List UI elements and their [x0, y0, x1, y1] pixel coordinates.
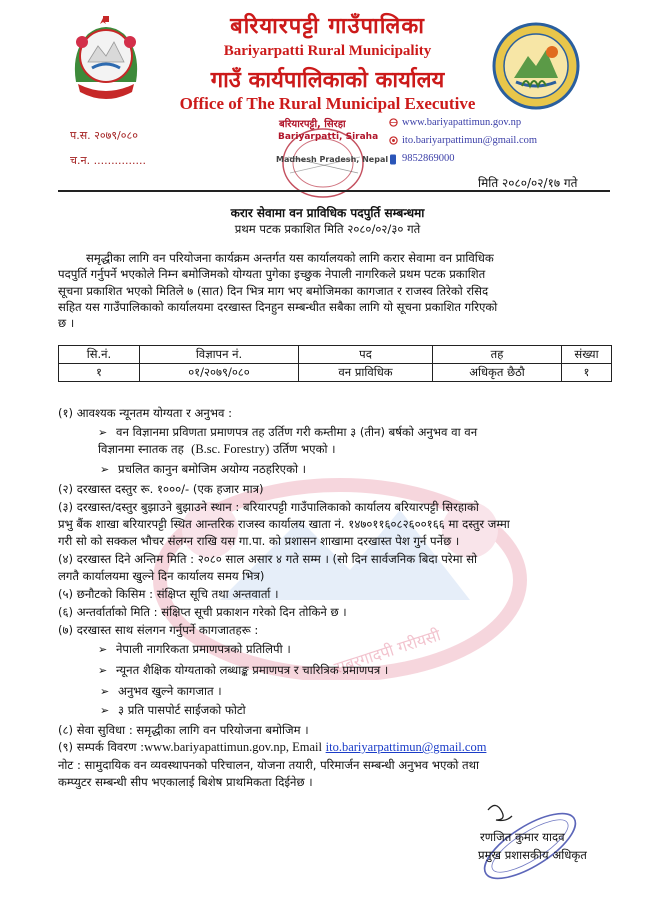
table-row — [59, 364, 612, 382]
item-1-bullet-1: ➢ वन विज्ञानमा प्रविणता प्रमाणपत्र तह उर्तिण गरी कम्तीमा ३ (तीन) बर्षको अनुभव वा वन — [98, 425, 478, 439]
item-8: (८) सेवा सुविधा : समृद्धीका लागि वन परियोजना बमोजिम । — [58, 723, 309, 737]
col-header-ad-number: विज्ञापन नं. — [140, 346, 299, 364]
item-9: (९) सम्पर्क विवरण :www.bariyapattimun.gov.np, Email ito.bariyarpattimun@gmail.com — [58, 740, 487, 754]
email-icon — [389, 136, 397, 146]
cell-post: वन प्राविधिक — [299, 364, 433, 382]
stamp-text-nepali: बरियारपट्टी, सिरहा — [279, 119, 346, 130]
item-3-line: (३) दरखास्त/दस्तुर बुझाउने बुझाउने स्थान : बरियारपट्टी गाउँपालिकाको कार्यालय बरियारपट्टी सिरहाको — [58, 500, 479, 514]
vacancy-table — [58, 345, 612, 382]
item-3-line: प्रभु बैंक शाखा बरियारपट्टी स्थित आन्तरिक राजस्व कार्यालय खाता नं. १४७०११६०८२६००१६६ मा दस्तुर जम्मा — [58, 517, 510, 531]
signatory-designation: प्रमुख प्रशासकीय अधिकृत — [478, 848, 587, 862]
cell-serial: १ — [59, 364, 140, 382]
notice-title: करार सेवामा वन प्राविधिक पदपुर्ति सम्बन्धमा — [230, 206, 425, 220]
phone-icon — [389, 154, 397, 164]
item-3-line: गरी सो को सक्कल भौचर संलग्न राखि यस गा.पा. को प्रशासन शाखामा दरखास्त पेश गुर्न पर्नेछ । — [58, 534, 460, 548]
notice-date: मिति २०८०/०२/१७ गते — [478, 176, 578, 190]
cell-ad-number: ०१/२०७९/०८० — [140, 364, 299, 382]
cell-count: १ — [562, 364, 612, 382]
arrow-bullet-icon: ➢ — [100, 704, 110, 717]
chalani-number: च.न. ............... — [70, 154, 147, 167]
stamp-text-english: Bariyarpatti, Siraha — [278, 132, 379, 142]
col-header-serial: सि.नं. — [59, 346, 140, 364]
intro-line: सहित यस गाउँपालिकाको कार्यालयमा दरखास्त दिनहुन सम्बन्धीत सबैका लागि यो सूचना प्रकाशित गरिएको — [58, 299, 498, 314]
watermark-motto: सबरगादपी गरीयसी — [331, 625, 443, 678]
header-office-english: Office of The Rural Municipal Executive — [179, 94, 476, 113]
contact-email[interactable] — [389, 135, 537, 146]
contact-web-text: www.bariyapattimun.gov.np, Email — [144, 740, 322, 754]
intro-paragraph — [58, 250, 610, 331]
stamp-text-province: Madhesh Pradesh, Nepal — [276, 155, 389, 164]
contact-website-text: www.bariyapattimun.gov.np — [402, 117, 522, 128]
table-header-row — [59, 346, 612, 364]
arrow-bullet-icon: ➢ — [98, 643, 108, 656]
col-header-count: संख्या — [562, 346, 612, 364]
header-office-nepali: गाउँ कार्यपालिकाको कार्यालय — [210, 68, 445, 93]
globe-icon — [389, 118, 397, 128]
header-nepali-name: बरियारपट्टी गाउँपालिका — [230, 14, 425, 39]
intro-line: छ । — [58, 316, 75, 331]
item-7-bullet: ➢ नेपाली नागरिकता प्रमाणपत्रको प्रतिलिपी । — [98, 642, 291, 656]
intro-line: पदपुर्ति गर्नुपर्ने भएकोले निम्न बमोजिमको योग्यता पुगेका इच्छुक नेपाली नागरिकले प्रथम पटक प्रकाशित — [58, 267, 486, 282]
item-4-line: (४) दरखास्त दिने अन्तिम मिति : २०८० साल असार ४ गते सम्म । (सो दिन सार्वजनिक बिदा परेमा सो — [58, 552, 478, 566]
intro-line: सूचना प्रकाशित भएको मितिले ७ (सात) दिन भित्र माग भए बमोजिमका कागजात र राजस्व तिरेको रसिद — [58, 283, 489, 298]
item-7-heading: (७) दरखास्त साथ संलगन गर्नुपर्ने कागजातहरू : — [58, 623, 259, 637]
item-1-bullet-2: ➢ प्रचलित कानुन बमोजिम अयोग्य नठहरिएको । — [100, 462, 307, 476]
item-2: (२) दरखास्त दस्तुर रू. १०००/- (एक हजार मात्र) — [58, 482, 264, 496]
contact-email-link[interactable]: ito.bariyarpattimun@gmail.com — [325, 740, 487, 754]
header-divider — [58, 190, 610, 192]
item-7-bullet: ➢ अनुभव खुल्ने कागजात । — [100, 684, 222, 698]
item-1-heading: (१) आवश्यक न्यूनतम योग्यता र अनुभव : — [58, 406, 233, 420]
arrow-bullet-icon: ➢ — [100, 685, 110, 698]
contact-website[interactable] — [389, 117, 521, 128]
contact-email-text: ito.bariyarpattimun@gmail.com — [402, 135, 538, 146]
item-7-bullet: ➢ ३ प्रति पासपोर्ट साईजको फोटो — [100, 703, 246, 717]
note-line: नोट : सामुदायिक वन व्यवस्थापनको परिचालन, योजना तयारी, परिमार्जन सम्बन्धी अनुभव भएको तथा — [58, 758, 480, 772]
item-7-bullet: ➢ न्यूनत शैक्षिक योग्यताको लब्धाङ्क प्रमाणपत्र र चारित्रिक प्रमाणपत्र । — [98, 663, 389, 677]
notice-subtitle: प्रथम पटक प्रकाशित मिति २०८०/०२/३० गते — [234, 222, 421, 236]
col-header-post: पद — [299, 346, 433, 364]
header-english-name: Bariyarpatti Rural Municipality — [223, 43, 432, 59]
cell-level: अधिकृत छैठौ — [433, 364, 562, 382]
item-1-bullet-1-cont: विज्ञानमा स्नातक तह (B.sc. Forestry) उर्तिण भएको । — [98, 442, 336, 456]
item-5: (५) छनौटको किसिम : संक्षिप्त सूचि तथा अन्तवार्ता । — [58, 587, 279, 601]
note-line: कम्प्युटर सम्बन्धी सीप भएकालाई बिशेष प्राथमिकता दिईनेछ । — [58, 775, 313, 789]
intro-line: समृद्धीका लागि वन परियोजना कार्यक्रम अन्तर्गत यस कार्यालयको लागि करार सेवामा वन प्राविधिक — [86, 251, 494, 265]
item-4-line: लगतै कार्यालयमा खुल्ने दिन कार्यालय समय भित्र) — [58, 569, 265, 583]
contact-phone-text: 9852869000 — [402, 153, 455, 164]
col-header-level: तह — [433, 346, 562, 364]
contact-phone[interactable] — [389, 153, 455, 164]
arrow-bullet-icon: ➢ — [100, 463, 110, 476]
arrow-bullet-icon: ➢ — [98, 426, 108, 439]
patra-sankhya: प.स. २०७९/०८० — [70, 129, 138, 142]
signatory-name: रणजित कुमार यादव — [480, 830, 565, 844]
arrow-bullet-icon: ➢ — [98, 664, 108, 677]
item-6: (६) अन्तर्वार्ताको मिति : संक्षिप्त सूची प्रकाशन गरेको दिन तोकिने छ । — [58, 605, 347, 619]
